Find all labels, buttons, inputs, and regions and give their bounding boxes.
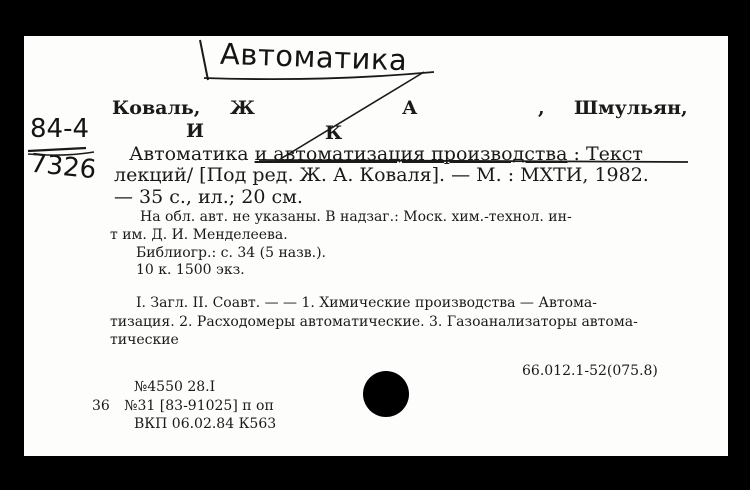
authors-separator: , bbox=[538, 97, 545, 119]
catalog-card bbox=[24, 36, 728, 456]
footer-line-2 bbox=[92, 398, 274, 414]
title-line-1 bbox=[129, 143, 643, 165]
author2-initial-1: И bbox=[186, 120, 204, 142]
footer-line-3: ВКП 06.02.84 К563 bbox=[134, 416, 277, 432]
classification-code: 66.012.1-52(075.8) bbox=[522, 363, 658, 379]
title-line-3: — 35 с., ил.; 20 см. bbox=[114, 186, 303, 208]
author1-initial-2: А bbox=[402, 97, 418, 119]
title-line-2: лекций/ [Под ред. Ж. А. Коваля]. — М. : МХТИ, 1982. bbox=[114, 164, 649, 186]
title-tail: : Текст bbox=[573, 143, 643, 165]
note-line-4: 10 к. 1500 экз. bbox=[136, 262, 245, 278]
author1-surname: Коваль, bbox=[112, 97, 201, 119]
subjects-line-1: I. Загл. II. Соавт. — — 1. Химические производства — Автома- bbox=[136, 295, 597, 311]
call-number-top: 84-4 bbox=[30, 114, 90, 144]
author1-initial-1: Ж bbox=[230, 97, 255, 119]
title-rest: и автоматизация производства bbox=[254, 143, 568, 165]
title-main: Автоматика bbox=[129, 143, 249, 165]
footer-line-1: №4550 28.I bbox=[134, 379, 216, 395]
footer-order: №31 [83-91025] п оп bbox=[124, 398, 274, 414]
note-line-3: Библиогр.: с. 34 (5 назв.). bbox=[136, 245, 326, 261]
author2-surname: Шмульян, bbox=[574, 97, 688, 119]
punch-hole bbox=[363, 371, 409, 417]
subjects-line-3: тические bbox=[110, 332, 179, 348]
call-number-bottom: 7326 bbox=[28, 148, 98, 186]
handwritten-title: Автоматика bbox=[219, 36, 408, 78]
author2-initial-2: К bbox=[325, 122, 343, 144]
footer-copies: 36 bbox=[92, 398, 110, 414]
note-line-2: т им. Д. И. Менделеева. bbox=[110, 227, 288, 243]
subjects-line-2: тизация. 2. Расходомеры автоматические. 3. Газоанализаторы автома- bbox=[110, 314, 638, 330]
note-line-1: На обл. авт. не указаны. В надзаг.: Моск. хим.-технол. ин- bbox=[140, 209, 572, 225]
